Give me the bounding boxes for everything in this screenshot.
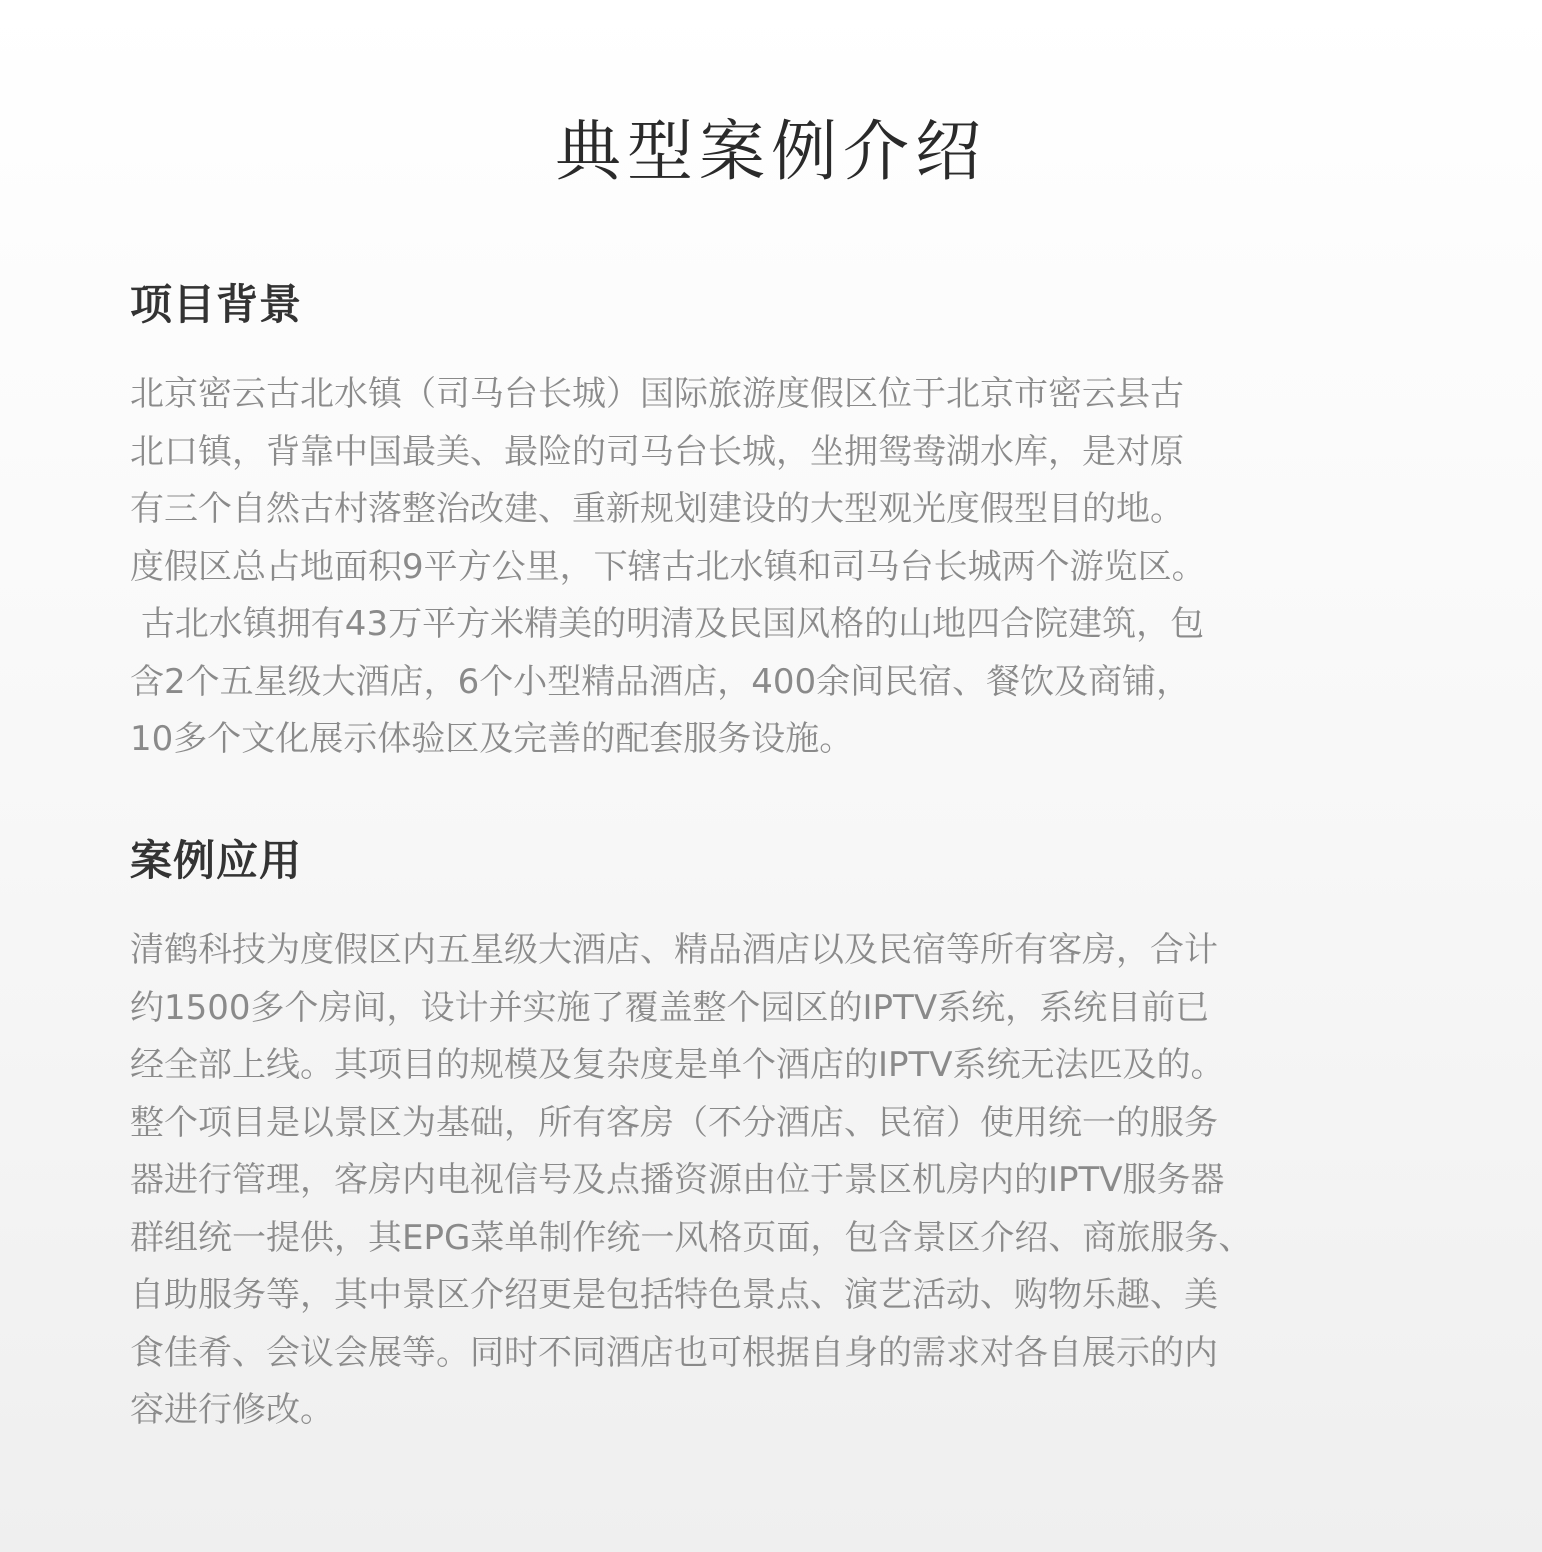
paragraph-line: 器进行管理，客房内电视信号及点播资源由位于景区机房内的IPTV服务器 [130, 1160, 1225, 1200]
page-title: 典型案例介绍 [555, 113, 987, 190]
paragraph-line: 整个项目是以景区为基础，所有客房（不分酒店、民宿）使用统一的服务 [130, 1102, 1218, 1143]
paragraph-line: 有三个自然古村落整治改建、重新规划建设的大型观光度假型目的地。 [130, 489, 1184, 529]
paragraph-line: 含2个五星级大酒店，6个小型精品酒店，400余间民宿、餐饮及商铺， [130, 661, 1191, 702]
paragraph-line: 自助服务等，其中景区介绍更是包括特色景点、演艺活动、购物乐趣、美 [130, 1275, 1218, 1315]
paragraph-line: 群组统一提供，其EPG菜单制作统一风格页面，包含景区介绍、商旅服务、 [130, 1217, 1253, 1258]
paragraph-line: 约1500多个房间，设计并实施了覆盖整个园区的IPTV系统，系统目前已 [130, 987, 1210, 1028]
paragraph-line: 北口镇，背靠中国最美、最险的司马台长城，坐拥鸳鸯湖水库，是对原 [130, 431, 1184, 472]
paragraph-line: 食佳肴、会议会展等。同时不同酒店也可根据自身的需求对各自展示的内 [130, 1332, 1218, 1373]
project-background-paragraph [130, 366, 1430, 769]
section-heading-project-background: 项目背景 [130, 280, 303, 329]
paragraph-line: 度假区总占地面积9平方公里，下辖古北水镇和司马台长城两个游览区。 [130, 546, 1206, 587]
case-application-paragraph [130, 922, 1430, 1440]
paragraph-line: 10多个文化展示体验区及完善的配套服务设施。 [130, 719, 854, 759]
paragraph-line: 清鹤科技为度假区内五星级大酒店、精品酒店以及民宿等所有客房，合计 [130, 930, 1218, 970]
paragraph-line: 北京密云古北水镇（司马台长城）国际旅游度假区位于北京市密云县古 [130, 374, 1184, 414]
section-heading-case-application: 案例应用 [130, 836, 303, 885]
paragraph-line: 容进行修改。 [130, 1390, 334, 1430]
paragraph-line: 经全部上线。其项目的规模及复杂度是单个酒店的IPTV系统无法匹及的。 [130, 1045, 1225, 1085]
paragraph-line: 古北水镇拥有43万平方米精美的明清及民国风格的山地四合院建筑，包 [130, 604, 1205, 644]
